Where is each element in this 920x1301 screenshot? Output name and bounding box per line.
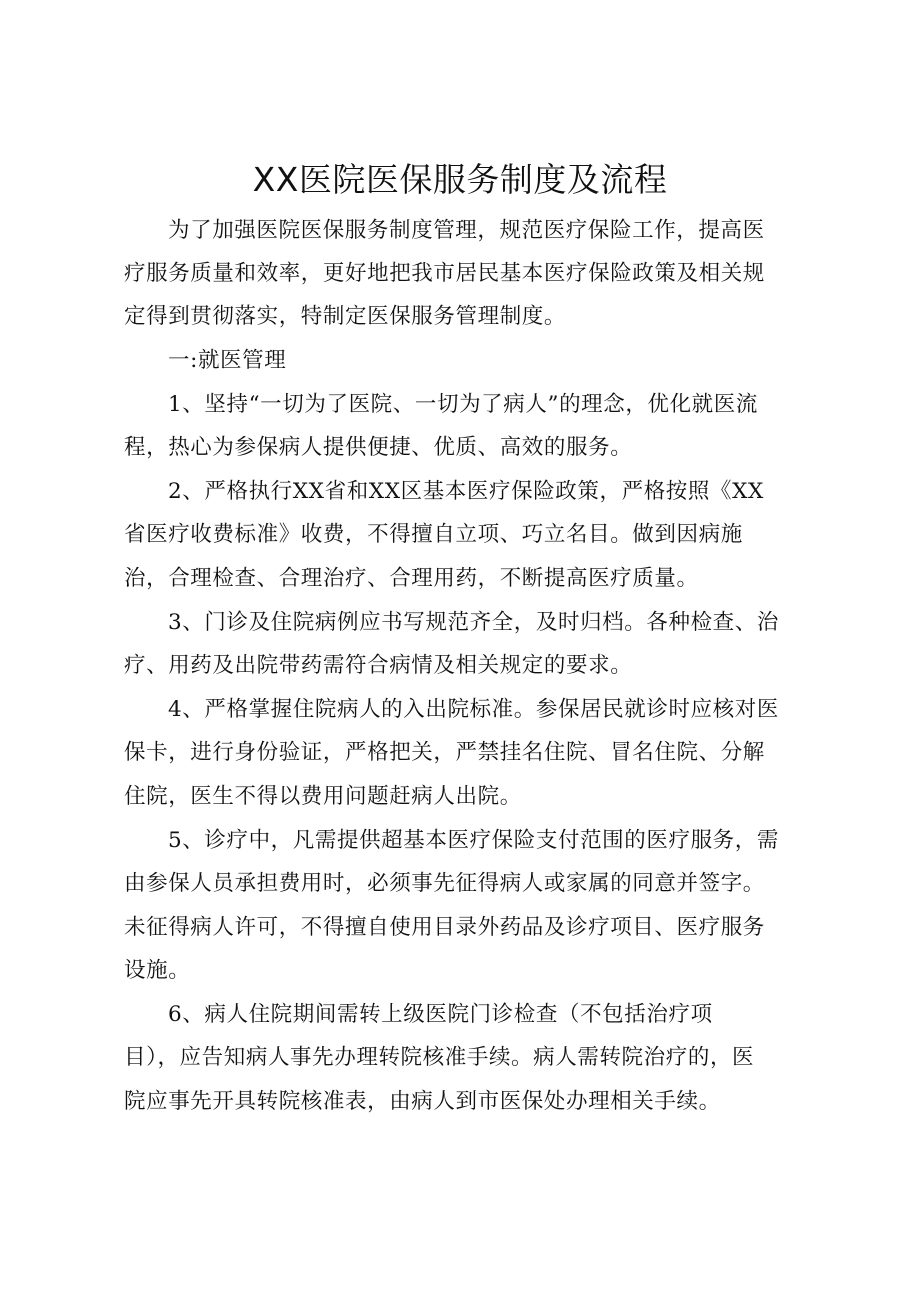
item-1-line-1: 1、坚持“一切为了医院、一切为了病人”的理念，优化就医流	[168, 392, 758, 417]
item-5-line-4: 设施。	[124, 958, 191, 983]
item-4-line-2: 保卡，进行身份验证，严格把关，严禁挂名住院、冒名住院、分解	[124, 740, 765, 765]
item-4-line-1: 4、严格掌握住院病人的入出院标准。参保居民就诊时应核对医	[168, 697, 779, 722]
section-heading: 一:就医管理	[168, 348, 287, 373]
item-5-line-3: 未征得病人许可，不得擅自使用目录外药品及诊疗项目、医疗服务	[124, 915, 765, 940]
item-3-line-2: 疗、用药及出院带药需符合病情及相关规定的要求。	[124, 653, 633, 678]
item-6-line-2: 目），应告知病人事先办理转院核准手续。病人需转院治疗的，医	[124, 1045, 755, 1070]
item-2-line-2: 省医疗收费标准》收费，不得擅自立项、巧立名目。做到因病施	[124, 522, 743, 547]
item-5-line-1: 5、诊疗中，凡需提供超基本医疗保险支付范围的医疗服务，需	[168, 828, 779, 853]
document-title: XX医院医保服务制度及流程	[252, 160, 668, 199]
item-3-line-1: 3、门诊及住院病例应书写规范齐全，及时归档。各种检查、治	[168, 610, 779, 635]
item-2-line-3: 治，合理检查、合理治疗、合理用药，不断提高医疗质量。	[124, 566, 699, 591]
intro-line-3: 定得到贯彻落实，特制定医保服务管理制度。	[124, 304, 567, 329]
item-5-line-2: 由参保人员承担费用时，必须事先征得病人或家属的同意并签字。	[124, 871, 765, 896]
item-1-line-2: 程，热心为参保病人提供便捷、优质、高效的服务。	[124, 435, 633, 460]
intro-line-2: 疗服务质量和效率，更好地把我市居民基本医疗保险政策及相关规	[124, 261, 765, 286]
item-2-line-1: 2、严格执行XX省和XX区基本医疗保险政策，严格按照《XX	[168, 479, 764, 504]
item-6-line-1: 6、病人住院期间需转上级医院门诊检查（不包括治疗项	[168, 1002, 713, 1027]
item-6-line-3: 院应事先开具转院核准表，由病人到市医保处办理相关手续。	[124, 1089, 721, 1114]
intro-line-1: 为了加强医院医保服务制度管理，规范医疗保险工作，提高医	[168, 218, 765, 243]
item-4-line-3: 住院，医生不得以费用问题赶病人出院。	[124, 784, 522, 809]
